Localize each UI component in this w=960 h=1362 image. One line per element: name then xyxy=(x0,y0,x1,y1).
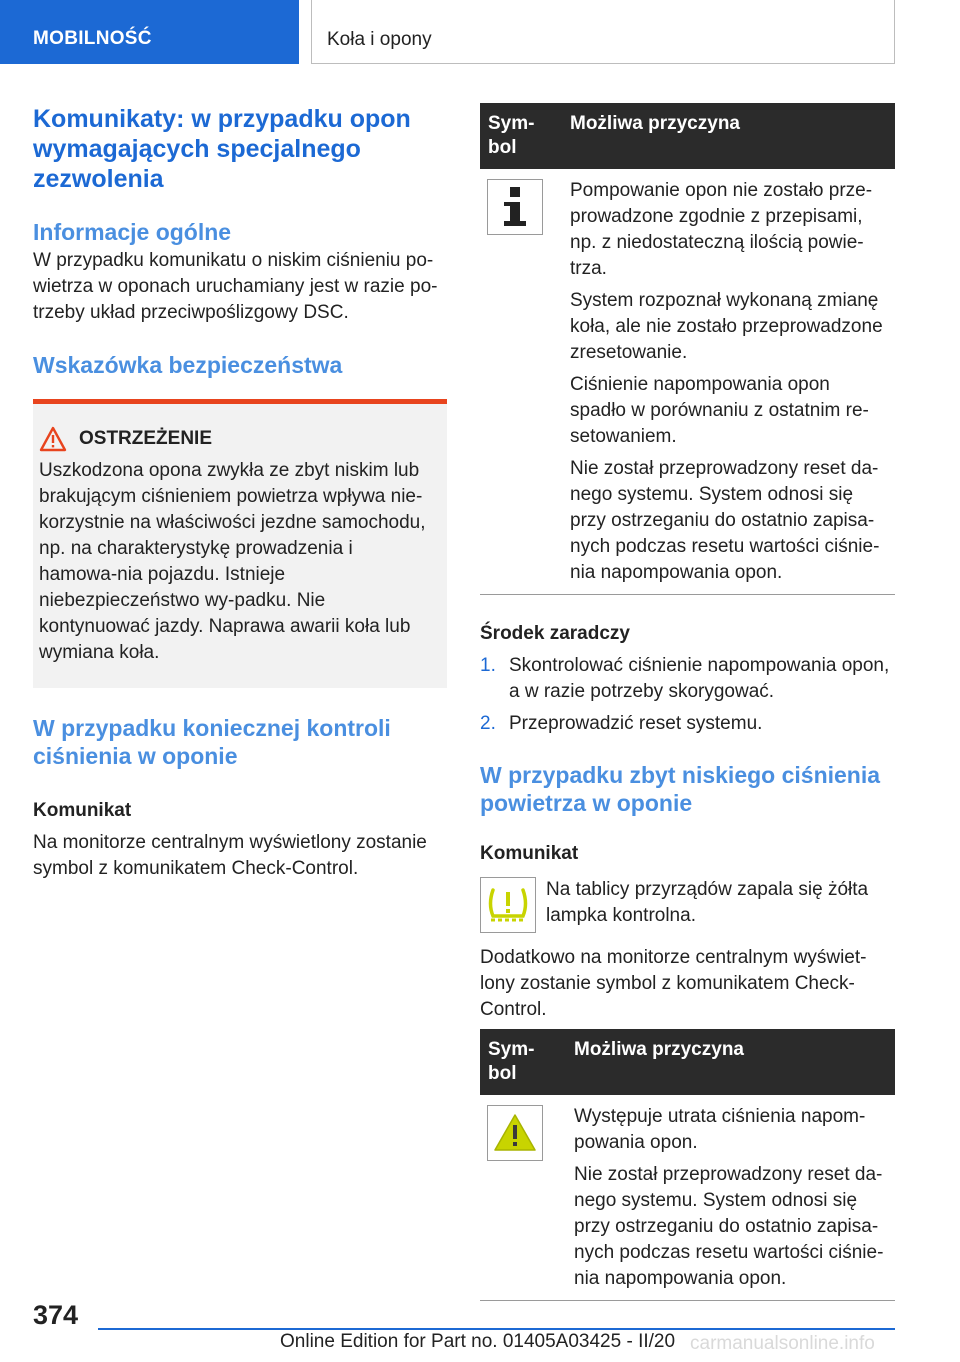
check-heading: W przypadku koniecznej kontroli ciśnienia w oponie xyxy=(33,715,391,769)
page-title: Komunikaty: w przypadku opon wymagających specjalnego zezwolenia xyxy=(33,105,411,193)
section-label: MOBILNOŚĆ xyxy=(33,28,152,49)
warning-triangle-icon xyxy=(39,426,67,452)
section-tab xyxy=(0,0,299,64)
symbol-cell xyxy=(480,1095,566,1301)
table-header-row xyxy=(480,103,895,169)
low-pressure-heading: W przypadku zbyt niskiego ciśnienia powietrza w oponie xyxy=(480,762,881,816)
left-column xyxy=(33,100,447,882)
col-cause-header: Możliwa przyczyna xyxy=(562,103,895,169)
col-symbol-header: Sym-bol xyxy=(480,103,562,169)
footer-divider xyxy=(98,1328,895,1330)
warning-text: Uszkodzona opona zwykła ze zbyt niskim lub brakującym ciśnieniem powietrza wpływa nie-korzystnie na właściwości jezdne samochodu, np. na charakterystykę prowadzenia i hamowa-nia pojazdu. Istnieje niebezpieczeństwo wy-padku. Nie kontynuować jazdy. Naprawa awarii koła lub wymiana koła. xyxy=(39,460,426,663)
col-symbol-header: Sym-bol xyxy=(480,1029,566,1095)
general-text: W przypadku komunikatu o niskim ciśnieniu po-wietrza w oponach uruchamiany jest w razie po-trzeby układ przeciwpoślizgowy DSC. xyxy=(33,250,438,323)
remedy-heading: Środek zaradczy xyxy=(480,623,630,644)
page-number: 374 xyxy=(33,1300,79,1330)
watermark: carmanualsonline.info xyxy=(690,1333,875,1354)
lamp-text: Na tablicy przyrządów zapala się żółta lampka kontrolna. xyxy=(546,879,869,926)
step-text: Przeprowadzić reset systemu. xyxy=(509,713,763,734)
cause-text: Pompowanie opon nie zostało prze-prowadzone zgodnie z przepisami, np. z niedostateczną ilością powie-trza. xyxy=(570,180,873,279)
cause-text: Występuje utrata ciśnienia napom-powania opon. xyxy=(574,1106,866,1153)
tire-pressure-warning-icon xyxy=(480,877,536,933)
list-item xyxy=(480,711,895,737)
info-icon xyxy=(487,179,543,235)
safety-heading: Wskazówka bezpieczeństwa xyxy=(33,352,343,378)
step-number: 1. xyxy=(480,655,496,676)
cause-cell xyxy=(566,1095,895,1301)
cause-text: Nie został przeprowadzony reset da-nego systemu. System odnosi się przy ostrzeganiu do ostatnio zapisa-nych podczas resetu wartości ciśnie-nia napompowania opon. xyxy=(574,1164,884,1289)
general-heading: Informacje ogólne xyxy=(33,219,232,245)
col-cause-header: Możliwa przyczyna xyxy=(566,1029,895,1095)
table-header-row xyxy=(480,1029,895,1095)
cause-text: System rozpoznał wykonaną zmianę koła, ale nie zostało przeprowadzone zresetowanie. xyxy=(570,290,883,363)
chapter-tab xyxy=(311,0,895,64)
warning-box xyxy=(33,399,447,688)
extra-text: Dodatkowo na monitorze centralnym wyświet-lony zostanie symbol z komunikatem Check-Control. xyxy=(480,947,867,1020)
message-text: Na monitorze centralnym wyświetlony zostanie symbol z komunikatem Check-Control. xyxy=(33,832,427,879)
warning-header xyxy=(39,426,433,452)
lamp-row xyxy=(480,877,895,933)
step-number: 2. xyxy=(480,713,496,734)
warning-label: OSTRZEŻENIE xyxy=(79,428,213,449)
yellow-warning-triangle-icon xyxy=(487,1105,543,1161)
message-label: Komunikat xyxy=(33,800,132,821)
list-item xyxy=(480,653,895,705)
cause-text: Nie został przeprowadzony reset da-nego systemu. System odnosi się przy ostrzeganiu do ostatnio zapisa-nych podczas resetu wartości ciśnie-nia napompowania opon. xyxy=(570,458,880,583)
symbol-cell xyxy=(480,169,562,595)
edition-text: Online Edition for Part no. 01405A03425 - II/20 xyxy=(280,1331,676,1352)
table-row xyxy=(480,169,895,595)
right-column xyxy=(480,100,895,1301)
symbol-table-1 xyxy=(480,103,895,595)
step-text: Skontrolować ciśnienie napompowania opon, a w razie potrzeby skorygować. xyxy=(509,655,890,702)
table-row xyxy=(480,1095,895,1301)
chapter-label: Koła i opony xyxy=(327,29,432,50)
remedy-list xyxy=(480,653,895,737)
message-label: Komunikat xyxy=(480,843,579,864)
symbol-table-2 xyxy=(480,1029,895,1301)
cause-text: Ciśnienie napompowania opon spadło w porównaniu z ostatnim re-setowaniem. xyxy=(570,374,869,447)
cause-cell xyxy=(562,169,895,595)
